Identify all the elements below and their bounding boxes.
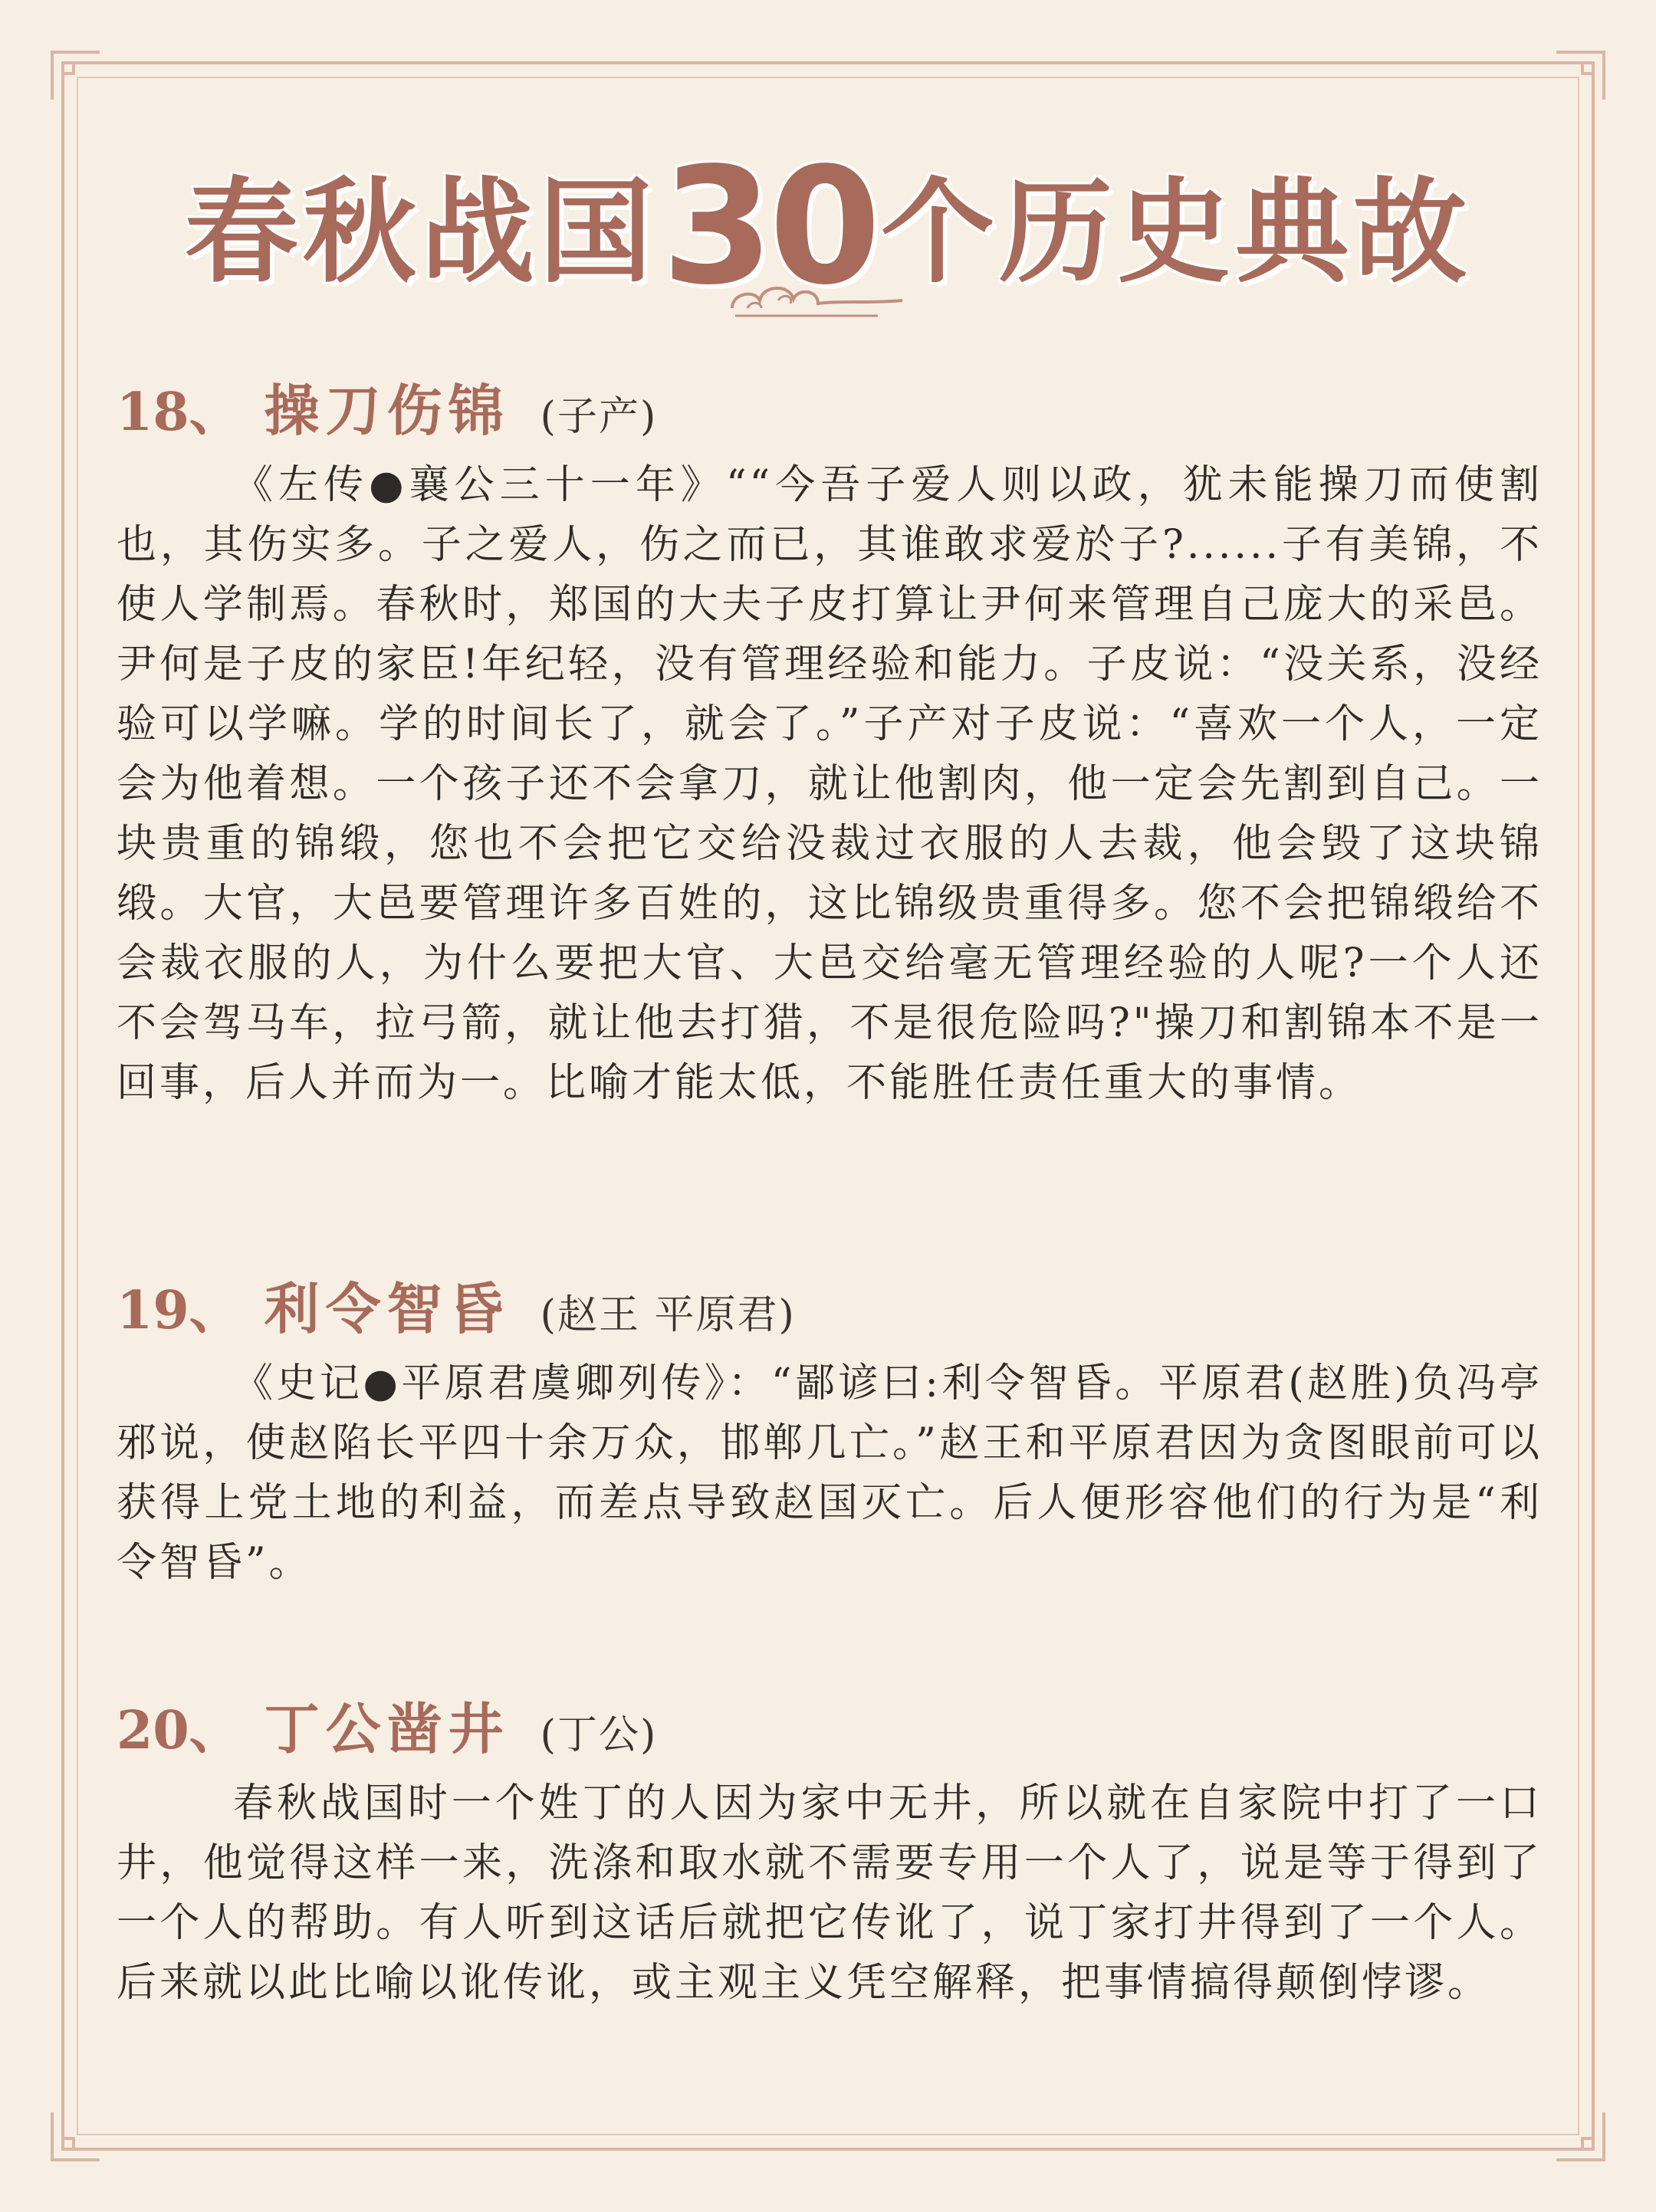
corner-ornament-icon [49,2109,103,2163]
story-title: 利令智昏 [264,1276,510,1341]
cloud-ornament-icon [724,270,909,323]
title-prefix: 春秋战国 [184,165,657,298]
corner-ornament-icon [49,49,103,103]
story-body: 《左传●襄公三十一年》““今吾子爱人则以政，犹未能操刀而使割也，其伤实多。子之爱人，伤之而已，其谁敢求爱於子?......子有美锦，不使人学制焉。春秋时，郑国的大夫子皮打算让尹何来管理自己庞大的采邑。尹何是子皮的家臣!年纪轻，没有管理经验和能力。子皮说：“没关系，没经验可以学嘛。学的时间长了，就会了。”子产对子皮说：“喜欢一个人，一定会为他着想。一个孩子还不会拿刀，就让他割肉，他一定会先割到自己。一块贵重的锦缎，您也不会把它交给没裁过衣服的人去裁，他会毁了这块锦缎。大官，大邑要管理许多百姓的，这比锦级贵重得多。您不会把锦缎给不会裁衣服的人，为什么要把大官、大邑交给毫无管理经验的人呢?一个人还不会驾马车，拉弓箭，就让他去打猎，不是很危险吗?"操刀和割锦本不是一回事，后人并而为一。比喻才能太低，不能胜任责任重大的事情。 [117,462,1543,1106]
story-19 [117,1276,1543,1593]
title-suffix: 个历史典故 [881,165,1472,298]
story-number: 20、 [117,1700,242,1761]
story-18 [117,378,1543,1113]
story-title: 丁公凿井 [264,1696,510,1761]
story-heading [117,1696,1543,1761]
story-title: 操刀伤锦 [264,378,510,443]
story-heading [117,378,1543,443]
story-20 [117,1696,1543,2013]
story-person: (子产) [540,394,658,440]
story-body: 《史记●平原君虞卿列传》：“鄙谚曰:利令智昏。平原君(赵胜)负冯亭邪说，使赵陷长平四十余万众，邯郸几亡。”赵王和平原君因为贪图眼前可以获得上党土地的利益，而差点导致赵国灭亡。后人便形容他们的行为是“利令智昏”。 [117,1360,1543,1586]
story-number: 18、 [117,382,242,443]
corner-ornament-icon [1553,2109,1607,2163]
title-number: 30 [661,133,877,320]
story-number: 19、 [117,1280,242,1341]
story-person: (赵王 平原君) [540,1292,796,1338]
corner-ornament-icon [1553,49,1607,103]
story-body: 春秋战国时一个姓丁的人因为家中无井，所以就在自家院中打了一口井，他觉得这样一来，洗涤和取水就不需要专用一个人了，说是等于得到了一个人的帮助。有人听到这话后就把它传讹了，说丁家打井得到了一个人。后来就以此比喻以讹传讹，或主观主义凭空解释，把事情搞得颠倒悖谬。 [117,1780,1543,2006]
story-person: (丁公) [540,1712,658,1758]
story-heading [117,1276,1543,1341]
